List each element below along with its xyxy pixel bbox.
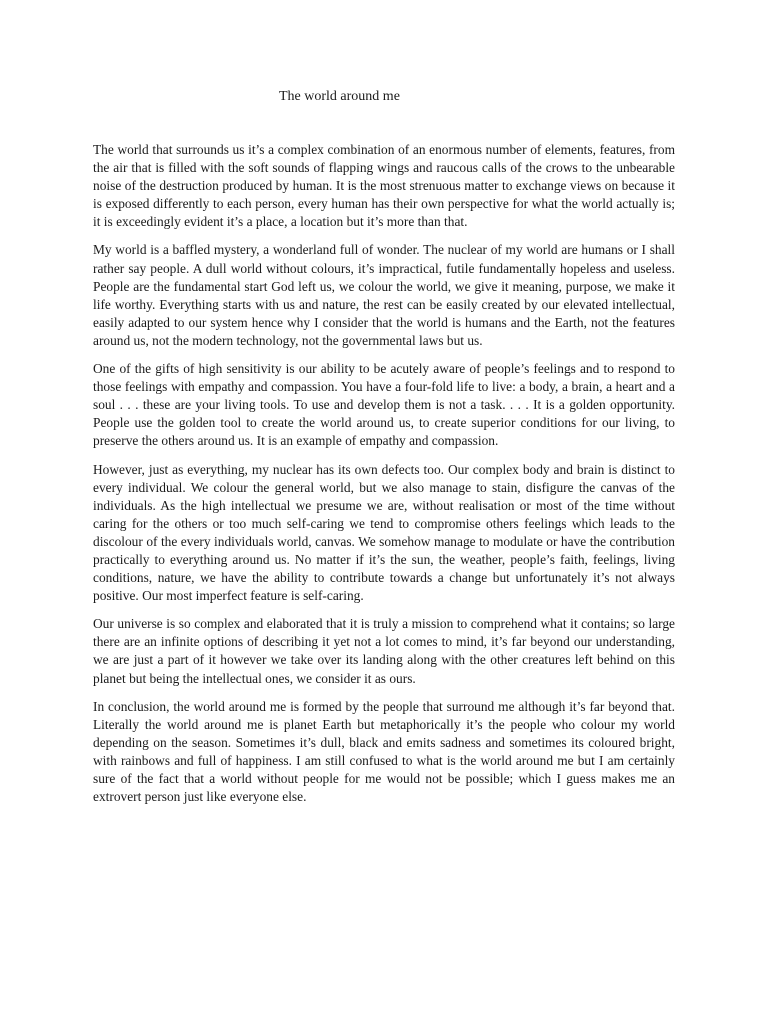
paragraph-1: The world that surrounds us it’s a complex combination of an enormous number of elements, features, from the air that is filled with the soft sounds of flapping wings and raucous calls of the crows to the unbearable noise of the destruction produced by human. It is the most strenuous matter to exchange views on because it is exposed differently to each person, every human has their own perspective for what the world actually is; it is exceedingly evident it’s a place, a location but it’s more than that. xyxy=(93,142,675,230)
paragraph-3: One of the gifts of high sensitivity is our ability to be acutely aware of people’s feelings and to respond to those feelings with empathy and compassion. You have a four-fold life to live: a body, a brain, a heart and a soul . . . these are your living tools. To use and develop them is not a task. . . . It is a golden opportunity. People use the golden tool to create the world around us, to create superior conditions for our living, to preserve the others around us. It is an example of empathy and compassion. xyxy=(93,361,675,449)
paragraph-5: Our universe is so complex and elaborated that it is truly a mission to comprehend what it contains; so large there are an infinite options of describing it yet not a lot comes to mind, it’s far beyond our understanding, we are just a part of it however we take over its landing along with the other creatures left behind on this planet but being the intellectual ones, we consider it as ours. xyxy=(93,616,675,686)
paragraph-6: In conclusion, the world around me is formed by the people that surround me although it’s far beyond that. Literally the world around me is planet Earth but metaphorically it’s the people who colour my world depending on the season. Sometimes it’s dull, black and emits sadness and sometimes its coloured bright, with rainbows and full of happiness. I am still confused to what is the world around me but I am certainly sure of the fact that a world without people for me would not be possible; which I guess makes me an extrovert person just like everyone else. xyxy=(93,698,675,805)
paragraph-2: My world is a baffled mystery, a wonderland full of wonder. The nuclear of my world are humans or I shall rather say people. A dull world without colours, it’s impractical, futile fundamentally hopeless and useless. People are the fundamental start God left us, we colour the world, we give it meaning, purpose, we make it life worthy. Everything starts with us and nature, the rest can be easily created by our elevated intellectual, easily adapted to our system hence why I consider that the world is humans and the Earth, not the features around us, not the modern technology, not the governmental laws but us. xyxy=(93,242,675,348)
paragraph-4: However, just as everything, my nuclear has its own defects too. Our complex body and brain is distinct to every individual. We colour the general world, but we also manage to stain, disfigure the canvas of the individuals. As the high intellectual we presume we are, without realisation or most of the time without caring for the others or too much self-caring we tend to compromise others feelings which leads to the discolour of the every individuals world, canvas. We somehow manage to modulate or have the contribution practically to everything around us. No matter if it’s the sun, the weather, people’s faith, feelings, living conditions, nature, we have the ability to contribute towards a change but unfortunately it’s not always positive. Our most imperfect feature is self-caring. xyxy=(93,461,675,604)
document-body xyxy=(93,141,675,816)
document-title: The world around me xyxy=(279,89,400,104)
